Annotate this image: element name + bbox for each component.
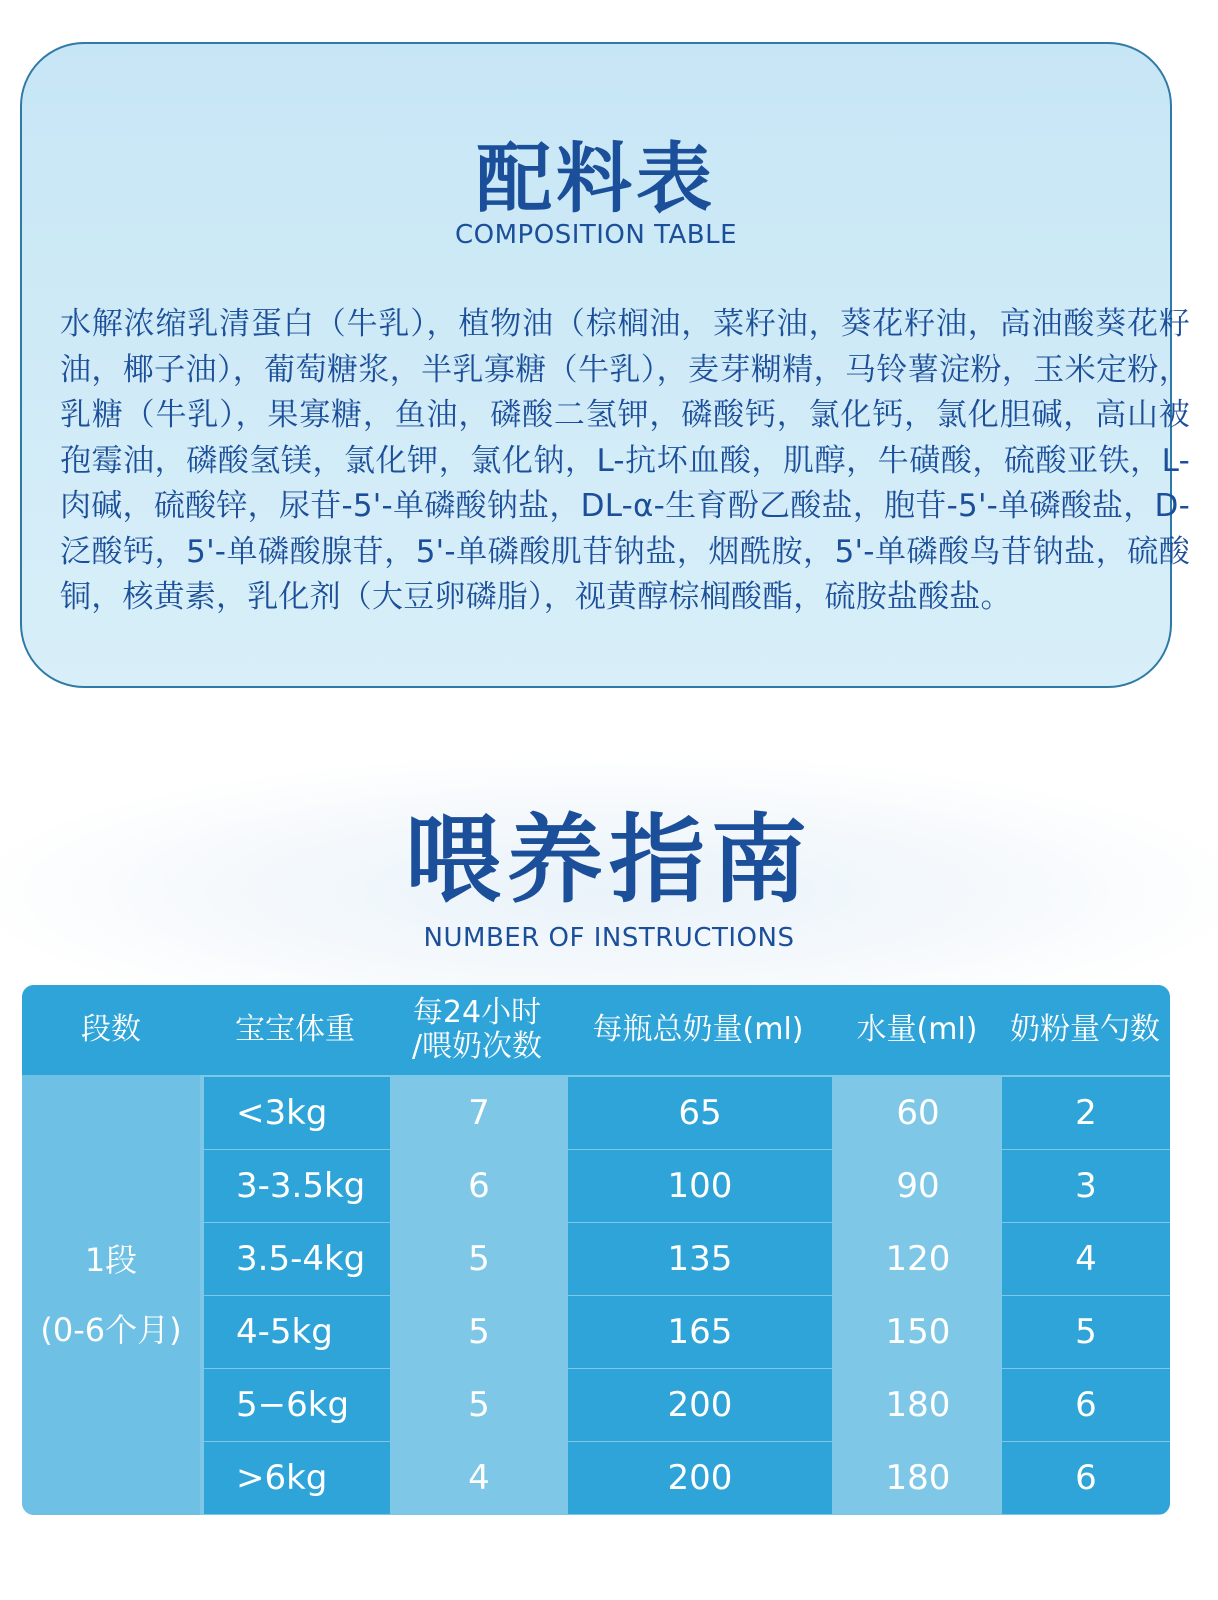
total-volume-cell: 200 (568, 1369, 832, 1441)
composition-card (20, 42, 1190, 688)
feeds-cell: 4 (394, 1442, 564, 1514)
table-row (22, 1150, 1170, 1222)
table-header-row (22, 985, 1170, 1075)
feeds-cell: 5 (394, 1296, 564, 1368)
table-row (22, 1223, 1170, 1295)
feeding-table (22, 985, 1170, 1515)
stage-age-range: (0-6个月) (40, 1311, 182, 1349)
feeds-cell: 6 (394, 1150, 564, 1222)
scoops-cell: 4 (1002, 1223, 1170, 1295)
total-volume-cell: 135 (568, 1223, 832, 1295)
total-volume-cell: 65 (568, 1077, 832, 1149)
ingredients-text: 水解浓缩乳清蛋白（牛乳），植物油（棕榈油，菜籽油，葵花籽油，高油酸葵花籽油，椰子油），葡萄糖浆，半乳寡糖（牛乳），麦芽糊精，马铃薯淀粉，玉米定粉，乳糖（牛乳），果寡糖，鱼油，磷酸二氢钾，磷酸钙，氯化钙，氯化胆碱，高山被孢霉油，磷酸氢镁，氯化钾，氯化钠，L-抗坏血酸，肌醇，牛磺酸，硫酸亚铁，L-肉碱，硫酸锌，尿苷-5'-单磷酸钠盐，DL-α-生育酚乙酸盐，胞苷-5'-单磷酸盐，D-泛酸钙，5'-单磷酸腺苷，5'-单磷酸肌苷钠盐，烟酰胺，5'-单磷酸鸟苷钠盐，硫酸铜，核黄素，乳化剂（大豆卵磷脂），视黄醇棕榈酸酯，硫胺盐酸盐。 (60, 306, 1190, 615)
weight-cell: 4-5kg (204, 1296, 390, 1368)
water-cell: 180 (838, 1369, 998, 1441)
weight-cell: <3kg (204, 1077, 390, 1149)
header-weight: 宝宝体重 (235, 1012, 355, 1047)
table-row (22, 1296, 1170, 1368)
feeds-cell: 5 (394, 1369, 564, 1441)
feeds-cell: 5 (394, 1223, 564, 1295)
header-total-volume: 每瓶总奶量(ml) (592, 1012, 804, 1047)
header-stage: 段数 (81, 1012, 141, 1047)
weight-cell: 3.5-4kg (204, 1223, 390, 1295)
table-row (22, 1442, 1170, 1514)
header-feeds-per-day: 每24小时 /喂奶次数 (411, 995, 543, 1064)
stage-label: 1段 (84, 1241, 138, 1279)
weight-cell: 3-3.5kg (204, 1150, 390, 1222)
weight-cell: 5−6kg (204, 1369, 390, 1441)
total-volume-cell: 165 (568, 1296, 832, 1368)
composition-subtitle: COMPOSITION TABLE (455, 220, 737, 250)
feeds-cell: 7 (394, 1077, 564, 1149)
total-volume-cell: 200 (568, 1442, 832, 1514)
composition-title: 配料表 (476, 134, 716, 223)
feeding-title: 喂养指南 (405, 804, 813, 916)
scoops-cell: 6 (1002, 1369, 1170, 1441)
table-row (22, 1369, 1170, 1441)
weight-cell: >6kg (204, 1442, 390, 1514)
scoops-cell: 2 (1002, 1077, 1170, 1149)
scoops-cell: 5 (1002, 1296, 1170, 1368)
header-scoops: 奶粉量勺数 (1010, 1012, 1160, 1047)
water-cell: 150 (838, 1296, 998, 1368)
scoops-cell: 3 (1002, 1150, 1170, 1222)
water-cell: 90 (838, 1150, 998, 1222)
water-cell: 120 (838, 1223, 998, 1295)
total-volume-cell: 100 (568, 1150, 832, 1222)
header-water: 水量(ml) (856, 1012, 978, 1047)
table-row (22, 1077, 1170, 1149)
scoops-cell: 6 (1002, 1442, 1170, 1514)
feeding-subtitle: NUMBER OF INSTRUCTIONS (423, 923, 795, 953)
water-cell: 180 (838, 1442, 998, 1514)
water-cell: 60 (838, 1077, 998, 1149)
